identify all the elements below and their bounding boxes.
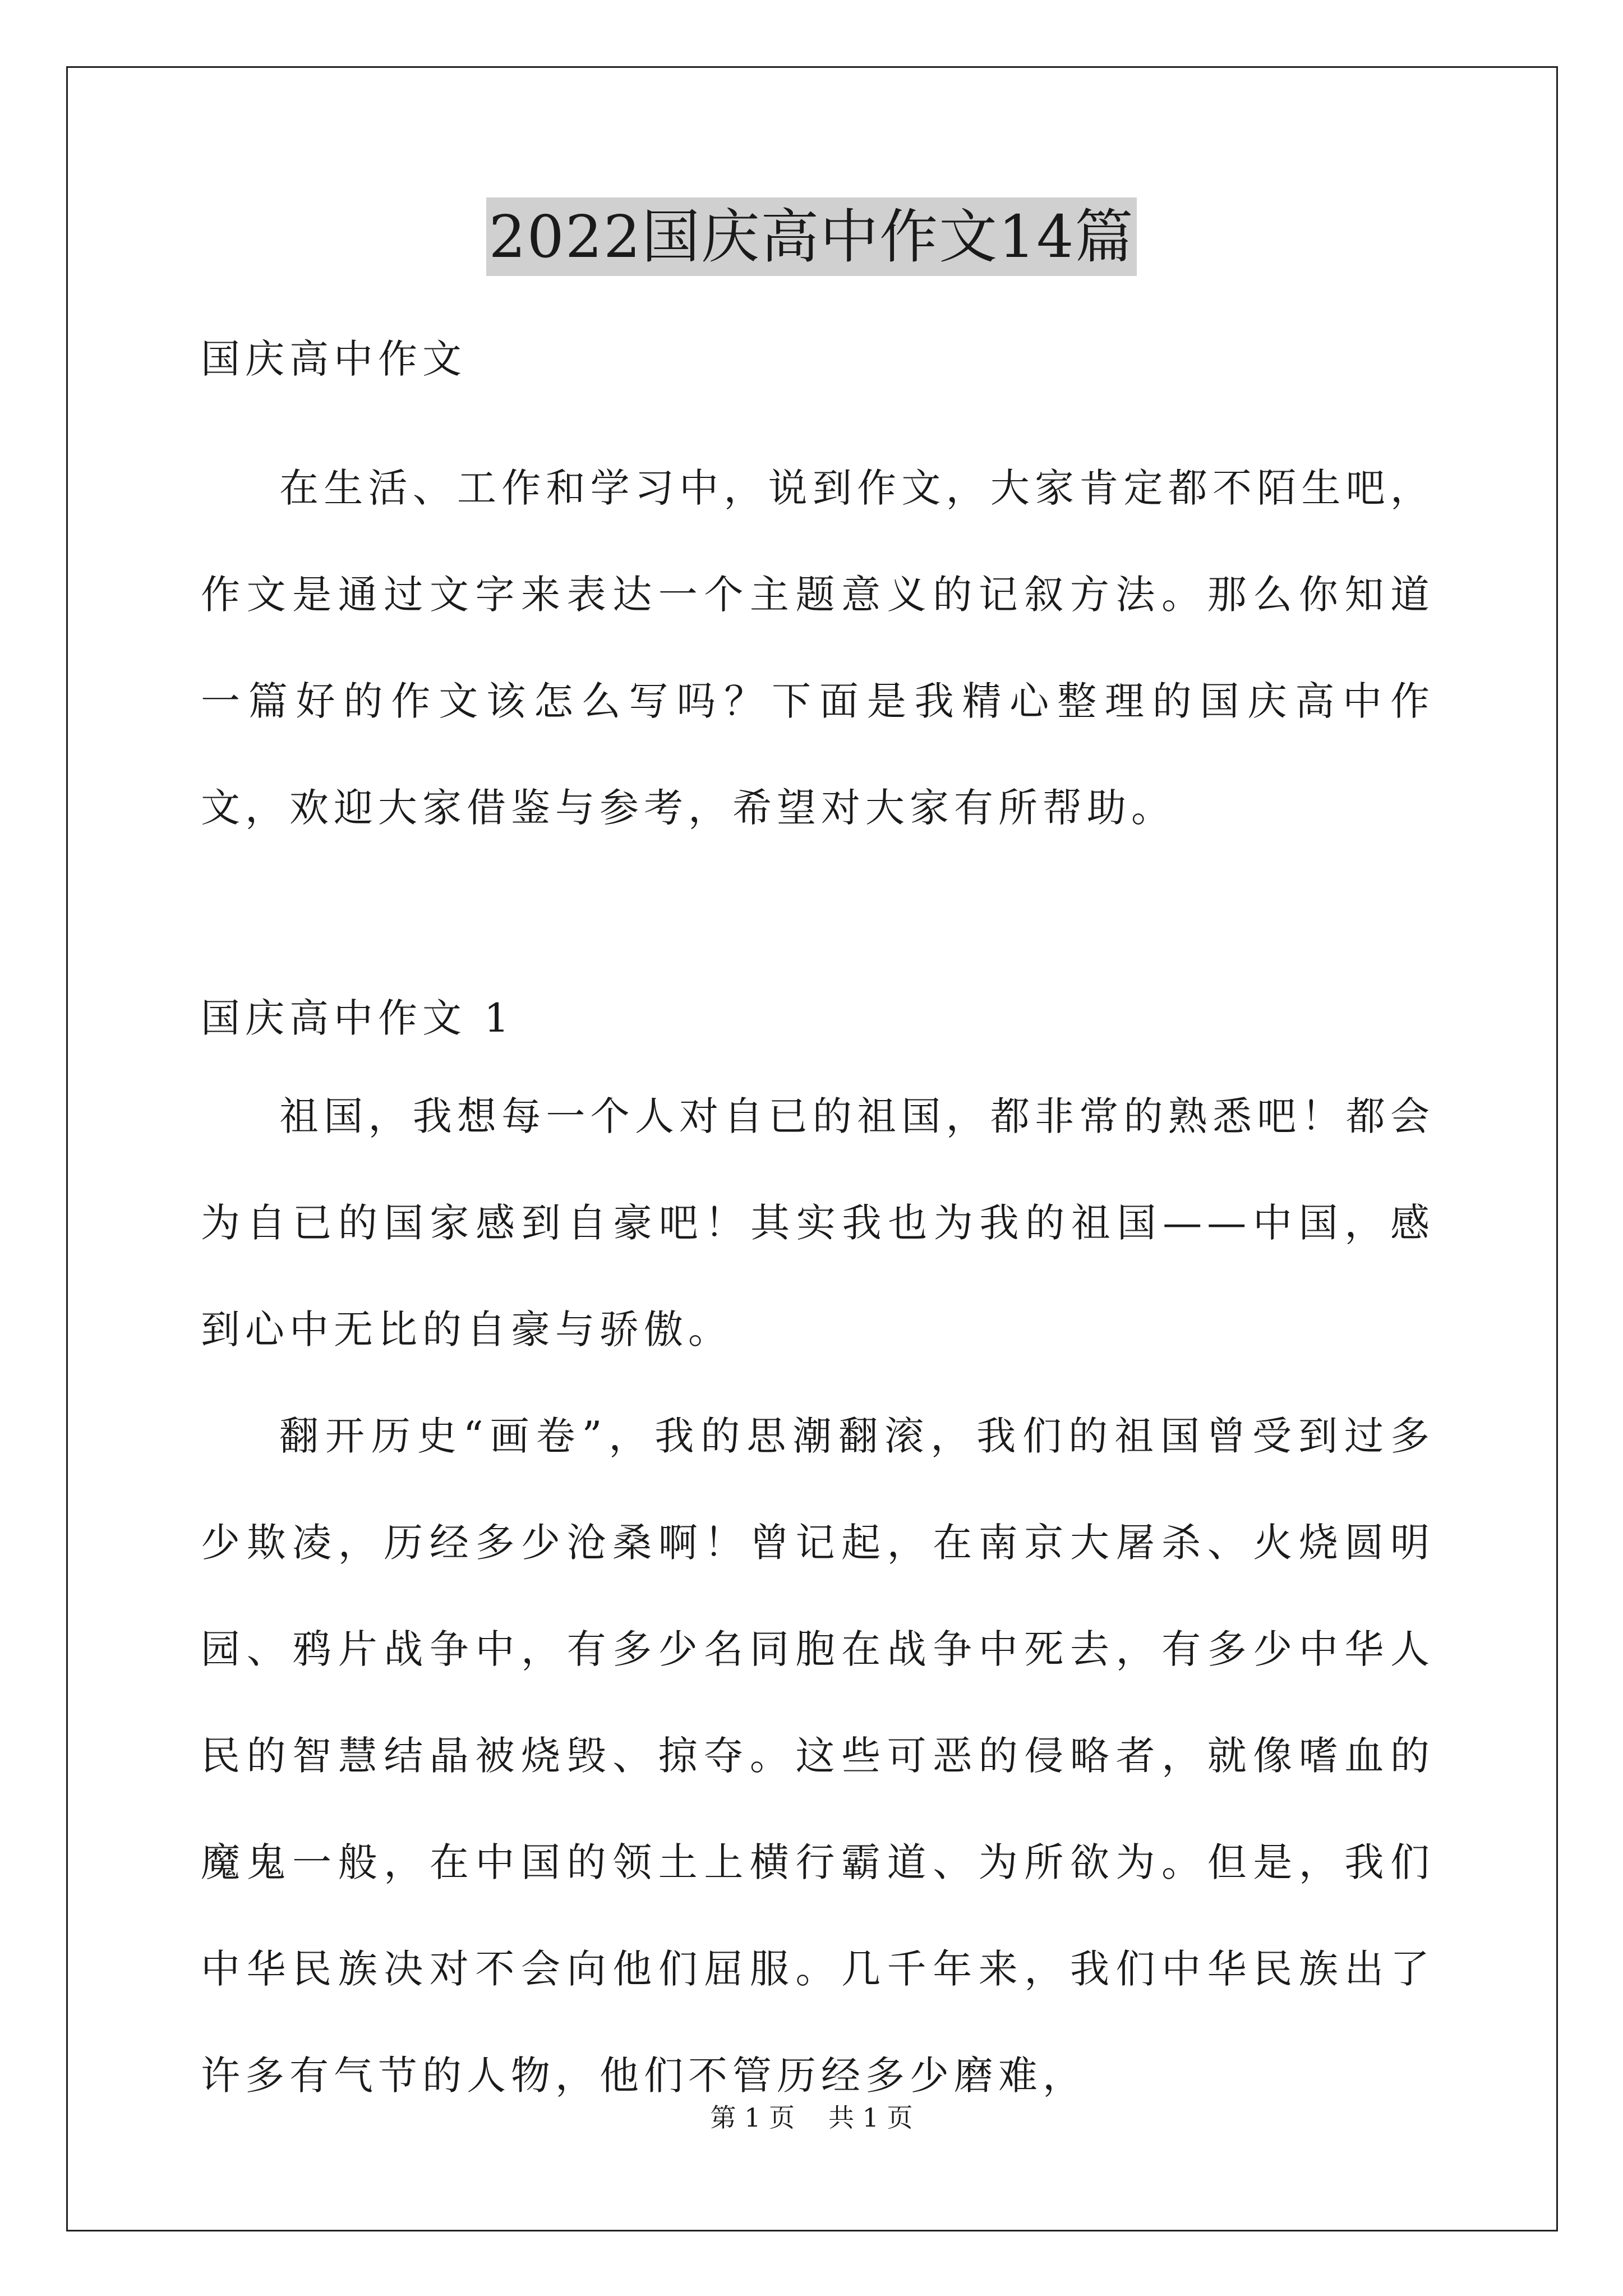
intro-paragraph: 在生活、工作和学习中，说到作文，大家肯定都不陌生吧，作文是通过文字来表达一个主题意义的记叙方法。那么你知道一篇好的作文该怎么写吗？下面是我精心整理的国庆高中作文，欢迎大家借鉴与参考，希望对大家有所帮助。 <box>201 465 1435 831</box>
document-title: 2022国庆高中作文14篇 <box>486 197 1136 276</box>
page-footer <box>0 2101 1623 2134</box>
essay1-paragraph-2: 翻开历史“画卷”，我的思潮翻滚，我们的祖国曾受到过多少欺凌，历经多少沧桑啊！曾记起，在南京大屠杀、火烧圆明园、鸦片战争中，有多少名同胞在战争中死去，有多少中华人民的智慧结晶被烧毁、掠夺。这些可恶的侵略者，就像嗜血的魔鬼一般，在中国的领土上横行霸道、为所欲为。但是，我们中华民族决对不会向他们屈服。几千年来，我们中华民族出了许多有气节的人物，他们不管历经多少磨难， <box>201 1413 1435 2099</box>
page-number: 第 1 页 <box>710 2102 795 2133</box>
page-total: 共 1 页 <box>828 2102 913 2133</box>
intro-heading: 国庆高中作文 <box>201 336 467 382</box>
essay1-paragraph-1: 祖国，我想每一个人对自已的祖国，都非常的熟悉吧！都会为自已的国家感到自豪吧！其实我也为我的祖国——中国，感到心中无比的自豪与骄傲。 <box>201 1093 1435 1352</box>
essay1-heading: 国庆高中作文 1 <box>201 995 514 1041</box>
title-container <box>0 197 1623 276</box>
